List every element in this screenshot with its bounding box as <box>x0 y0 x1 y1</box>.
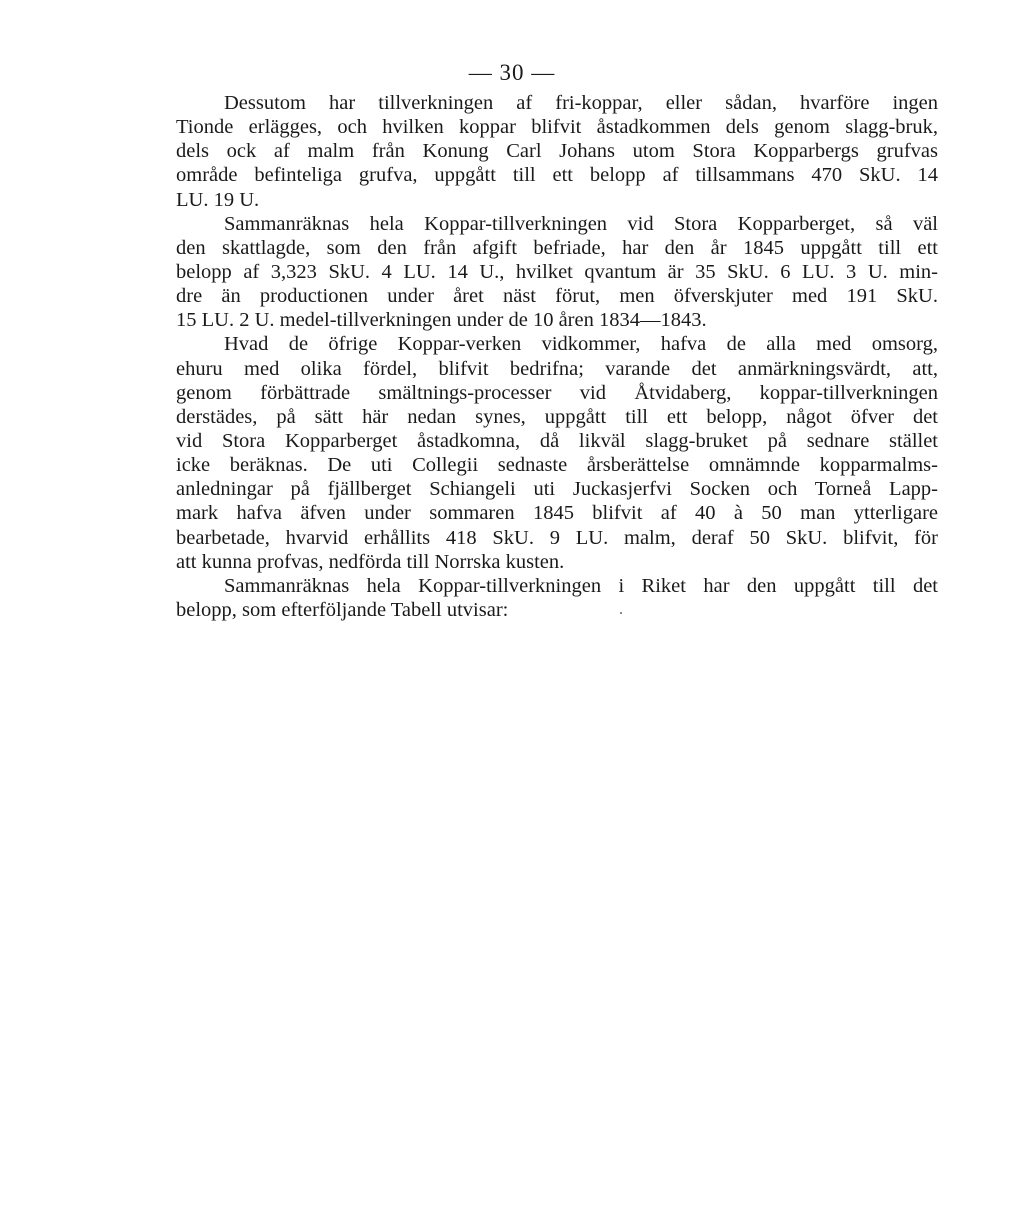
text-line: dre än productionen under året näst förut, men öfverskjuter med 191 SkU. <box>176 285 938 308</box>
text-line: den skattlagde, som den från afgift befriade, har den år 1845 uppgått till ett <box>176 236 938 259</box>
text-line: anledningar på fjällberget Schiangeli uti Juckasjerfvi Socken och Torneå Lapp- <box>176 478 938 501</box>
text-line: vid Stora Kopparberget åstadkomna, då likväl slagg-bruket på sednare stället <box>176 429 938 452</box>
print-speck <box>620 612 622 614</box>
text-line: Sammanräknas hela Koppar-tillverkningen vid Stora Kopparberget, så väl <box>224 212 938 235</box>
text-line: genom förbättrade smältnings-processer vid Åtvidaberg, koppar-tillverkningen <box>176 381 938 404</box>
text-line: belopp, som efterföljande Tabell utvisar: <box>176 598 509 621</box>
text-line: Dessutom har tillverkningen af fri-koppar, eller sådan, hvarföre ingen <box>224 92 938 114</box>
text-line: derstädes, på sätt här nedan synes, uppgått till ett belopp, något öfver det <box>176 405 938 428</box>
text-line: att kunna profvas, nedförda till Norrska kusten. <box>176 550 565 573</box>
text-line: 15 LU. 2 U. medel-tillverkningen under de 10 åren 1834—1843. <box>176 309 707 332</box>
text-line: Sammanräknas hela Koppar-tillverkningen i Riket har den uppgått till det <box>224 574 938 597</box>
text-line: Tionde erlägges, och hvilken koppar blifvit åstadkommen dels genom slagg-bruk, <box>176 116 938 139</box>
text-line: LU. 19 U. <box>176 188 260 211</box>
text-line: bearbetade, hvarvid erhållits 418 SkU. 9 LU. malm, deraf 50 SkU. blifvit, för <box>176 526 938 549</box>
text-line: belopp af 3,323 SkU. 4 LU. 14 U., hvilket qvantum är 35 SkU. 6 LU. 3 U. min- <box>176 260 938 283</box>
page-number: — 30 — <box>468 60 556 85</box>
body-text <box>176 91 938 622</box>
text-line: mark hafva äfven under sommaren 1845 blifvit af 40 à 50 man ytterligare <box>176 502 938 525</box>
text-line: icke beräknas. De uti Collegii sednaste årsberättelse omnämnde kopparmalms- <box>176 454 938 477</box>
text-line: Hvad de öfrige Koppar-verken vidkommer, hafva de alla med omsorg, <box>224 333 938 356</box>
text-line: dels ock af malm från Konung Carl Johans utom Stora Kopparbergs grufvas <box>176 140 938 163</box>
text-line: ehuru med olika fördel, blifvit bedrifna; varande det anmärkningsvärdt, att, <box>176 357 938 380</box>
text-line: område befinteliga grufva, uppgått till ett belopp af tillsammans 470 SkU. 14 <box>176 164 938 187</box>
